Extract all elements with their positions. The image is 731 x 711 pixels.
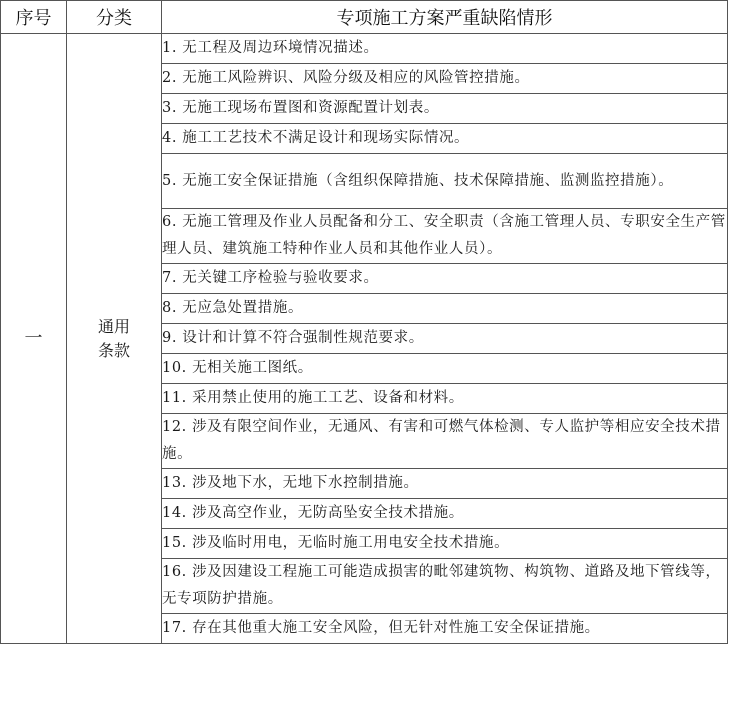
table-row: [1, 34, 728, 64]
category-cell: [67, 34, 162, 644]
defect-item: 15. 涉及临时用电，无临时施工用电安全技术措施。: [162, 529, 728, 559]
header-description: 专项施工方案严重缺陷情形: [162, 1, 728, 34]
defect-item: 12. 涉及有限空间作业，无通风、有害和可燃气体检测、专人监护等相应安全技术措施。: [162, 414, 728, 469]
defect-item: 3. 无施工现场布置图和资源配置计划表。: [162, 94, 728, 124]
defect-item: 17. 存在其他重大施工安全风险，但无针对性施工安全保证措施。: [162, 614, 728, 644]
defect-item: 9. 设计和计算不符合强制性规范要求。: [162, 324, 728, 354]
defect-item: 14. 涉及高空作业，无防高坠安全技术措施。: [162, 499, 728, 529]
seq-value: 一: [24, 327, 43, 349]
defect-item: 10. 无相关施工图纸。: [162, 354, 728, 384]
header-category: 分类: [67, 1, 162, 34]
defect-item: 6. 无施工管理及作业人员配备和分工、安全职责（含施工管理人员、专职安全生产管理人员、建筑施工特种作业人员和其他作业人员）。: [162, 209, 728, 264]
defect-item: 16. 涉及因建设工程施工可能造成损害的毗邻建筑物、构筑物、道路及地下管线等，无专项防护措施。: [162, 559, 728, 614]
header-seq: 序号: [1, 1, 67, 34]
defect-item: 7. 无关键工序检验与验收要求。: [162, 264, 728, 294]
defect-item: 13. 涉及地下水，无地下水控制措施。: [162, 469, 728, 499]
header-row: [1, 1, 728, 34]
category-line: 通用: [97, 316, 130, 336]
defect-item: 1. 无工程及周边环境情况描述。: [162, 34, 728, 64]
category-line: 条款: [97, 340, 130, 360]
seq-cell: [1, 34, 67, 644]
defect-item: 5. 无施工安全保证措施（含组织保障措施、技术保障措施、监测监控措施）。: [162, 154, 728, 209]
defect-item: 4. 施工工艺技术不满足设计和现场实际情况。: [162, 124, 728, 154]
defect-item: 8. 无应急处置措施。: [162, 294, 728, 324]
defect-item: 11. 采用禁止使用的施工工艺、设备和材料。: [162, 384, 728, 414]
defect-item: 2. 无施工风险辨识、风险分级及相应的风险管控措施。: [162, 64, 728, 94]
